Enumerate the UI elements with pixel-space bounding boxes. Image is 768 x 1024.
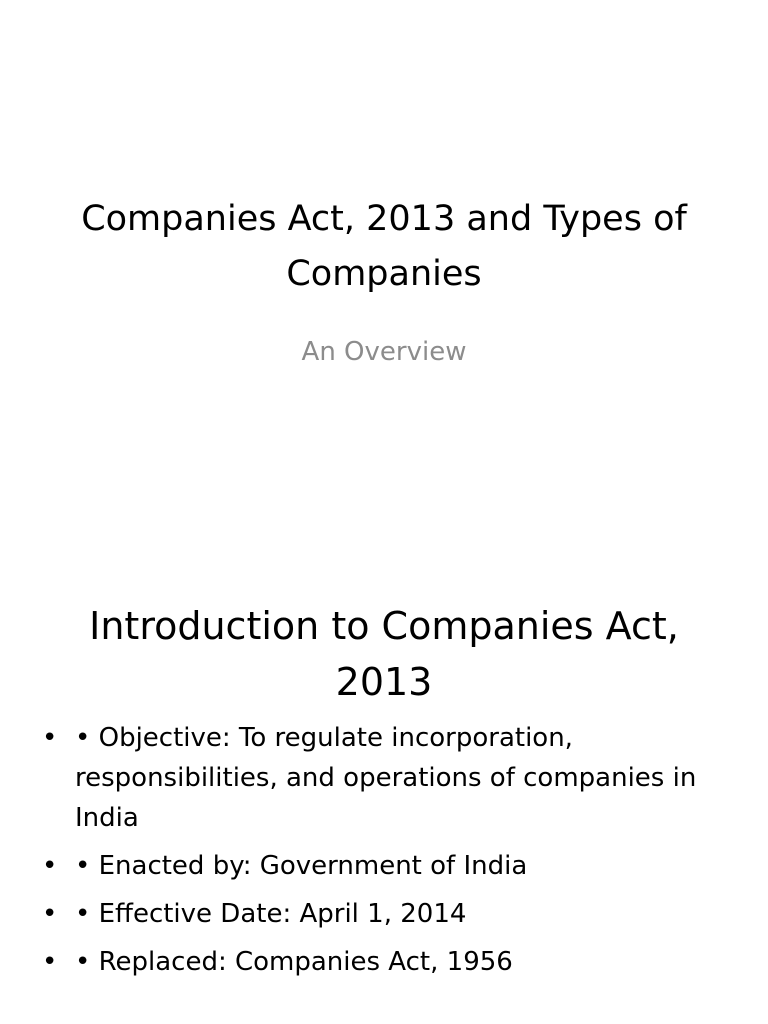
bullet-dot-icon: •	[42, 899, 58, 929]
bullet-item	[40, 894, 730, 934]
slide-title: Companies Act, 2013 and Types of Companies	[81, 199, 687, 294]
introduction-slide	[0, 512, 768, 1024]
bullet-text: • Objective: To regulate incorporation, responsibilities, and operations of companies in India	[75, 723, 697, 833]
bullet-item	[40, 718, 730, 838]
slide-subtitle: An Overview	[301, 337, 467, 367]
bullet-text: • Effective Date: April 1, 2014	[75, 899, 467, 929]
bullet-dot-icon: •	[42, 947, 58, 977]
bullet-item	[40, 846, 730, 886]
bullet-item	[40, 942, 730, 982]
bullet-text: • Enacted by: Government of India	[75, 851, 528, 881]
bullet-dot-icon: •	[42, 723, 58, 753]
slide-title: Introduction to Companies Act, 2013	[89, 604, 679, 704]
bullet-dot-icon: •	[42, 851, 58, 881]
bullet-list	[40, 718, 730, 990]
bullet-text: • Replaced: Companies Act, 1956	[75, 947, 513, 977]
